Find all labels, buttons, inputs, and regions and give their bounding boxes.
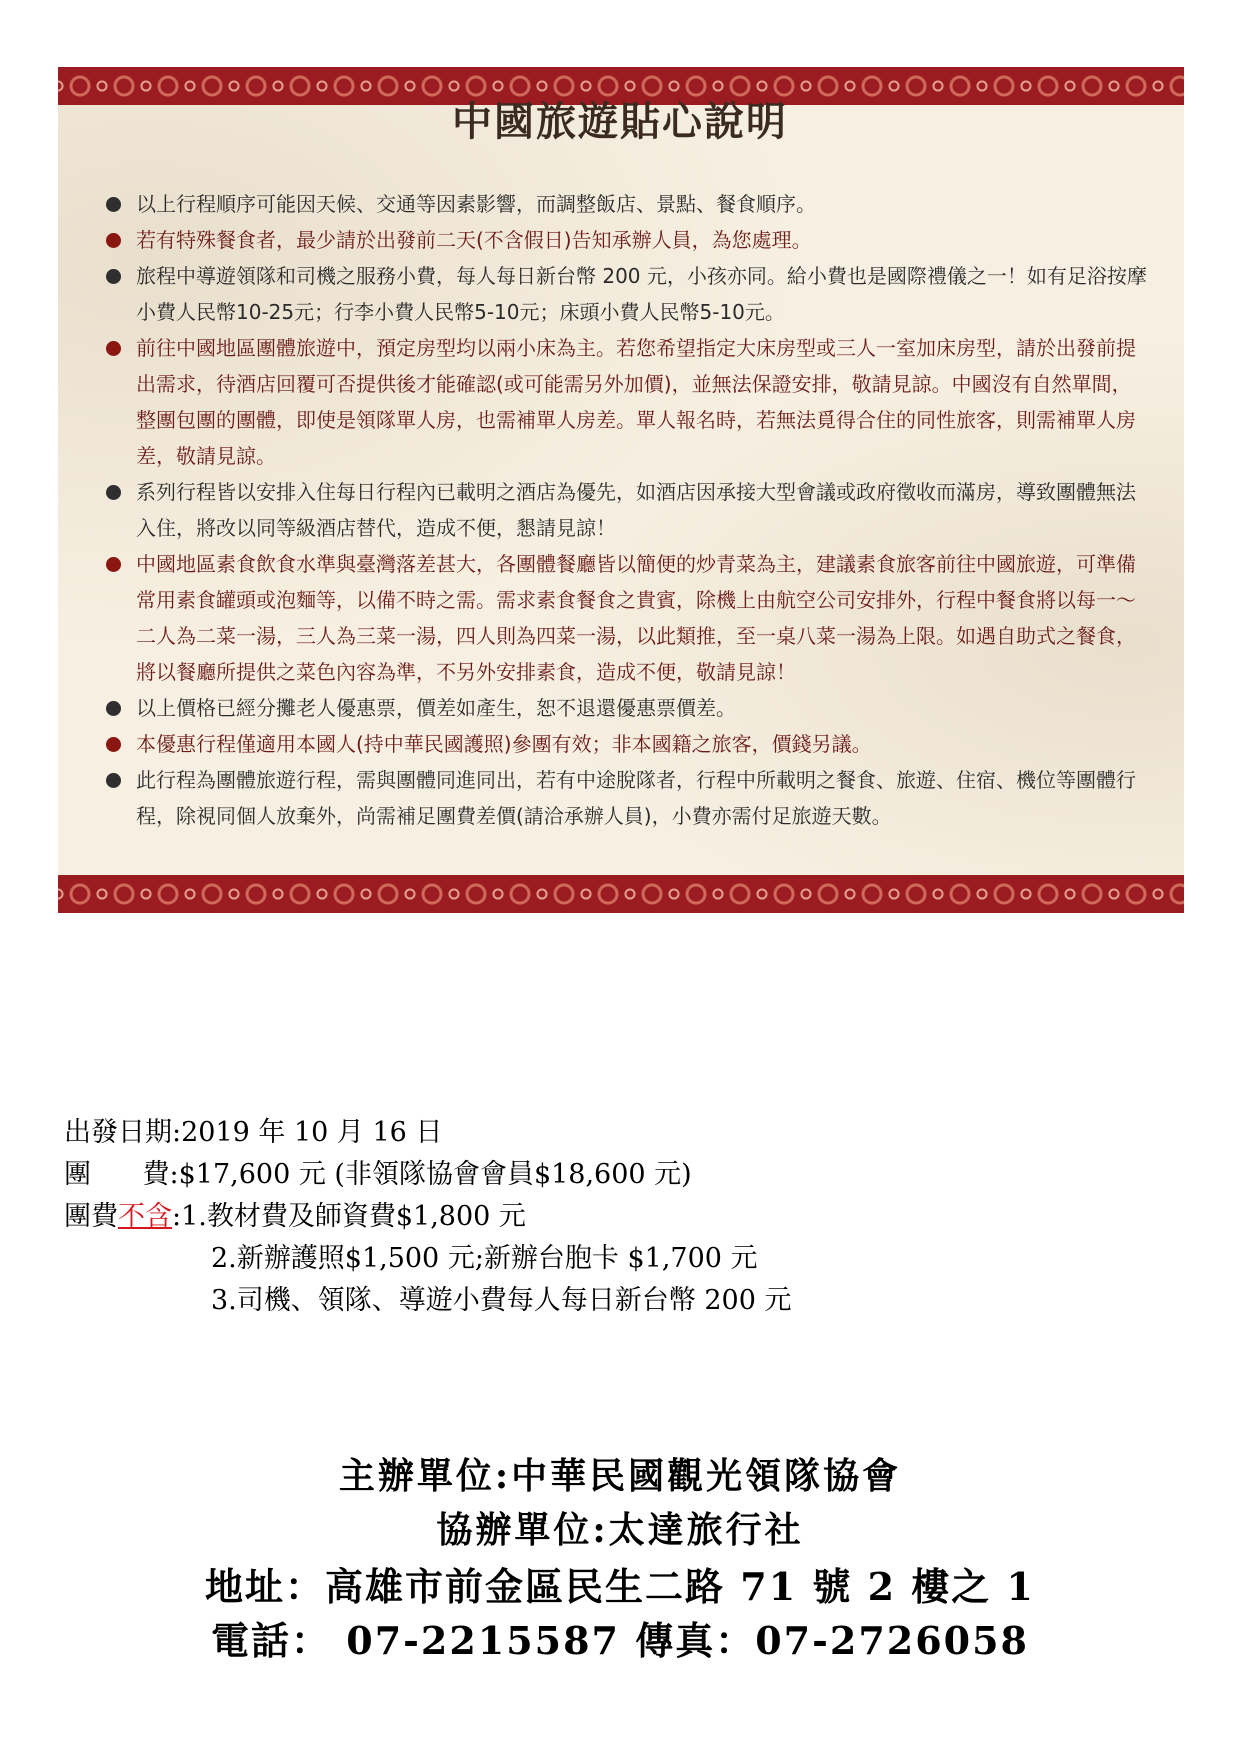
exclude-item-2: 2.新辦護照$1,500 元;新辦台胞卡 $1,700 元 — [211, 1243, 758, 1274]
fee-value: $17,600 元 (非領隊協會會員$18,600 元) — [178, 1159, 692, 1190]
address: 地址：高雄市前金區民生二路 71 號 2 樓之 1 — [205, 1564, 1035, 1609]
bullet-icon — [106, 737, 121, 752]
bullet-icon — [106, 773, 121, 788]
co-organizer: 協辦單位:太達旅行社 — [436, 1509, 804, 1551]
exclude-label-suffix: : — [172, 1201, 182, 1232]
notice-item — [100, 726, 1150, 762]
notice-item-text: 系列行程皆以安排入住每日行程內已載明之酒店為優先，如酒店因承接大型會議或政府徵收而滿房，導致團體無法入住，將改以同等級酒店替代，造成不便，懇請見諒！ — [136, 480, 1136, 540]
bullet-icon — [106, 557, 121, 572]
notice-item — [100, 186, 1150, 222]
fee-label: 團 費: — [64, 1159, 179, 1190]
notice-item — [100, 258, 1150, 330]
bullet-icon — [106, 197, 121, 212]
notice-item-text: 中國地區素食飲食水準與臺灣落差甚大，各團體餐廳皆以簡便的炒青菜為主，建議素食旅客前往中國旅遊，可準備常用素食罐頭或泡麵等，以備不時之需。需求素食餐食之貴賓，除機上由航空公司安排外，行程中餐食將以每一～二人為二菜一湯，三人為三菜一湯，四人則為四菜一湯，以此類推，至一桌八菜一湯為上限。如遇自助式之餐食，將以餐廳所提供之菜色內容為準，不另外安排素食，造成不便，敬請見諒！ — [136, 552, 1136, 684]
notice-item — [100, 762, 1150, 834]
notice-item-text: 本優惠行程僅適用本國人(持中華民國護照)參團有效；非本國籍之旅客，價錢另議。 — [136, 732, 872, 756]
notice-item-text: 此行程為團體旅遊行程，需與團體同進同出，若有中途脫隊者，行程中所載明之餐食、旅遊、住宿、機位等團體行程，除視同個人放棄外，尚需補足團費差價(請洽承辦人員)，小費亦需付足旅遊天數。 — [136, 768, 1136, 828]
organizer: 主辦單位:中華民國觀光領隊協會 — [338, 1455, 902, 1497]
notice-item — [100, 474, 1150, 546]
notice-item-text: 以上行程順序可能因天候、交通等因素影響，而調整飯店、景點、餐食順序。 — [136, 192, 816, 216]
notice-item — [100, 222, 1150, 258]
notice-item-text: 前往中國地區團體旅遊中，預定房型均以兩小床為主。若您希望指定大床房型或三人一室加床房型，請於出發前提出需求，待酒店回覆可否提供後才能確認(或可能需另外加價)，並無法保證安排，敬請見諒。中國沒有自然單間，整團包團的團體，即使是領隊單人房，也需補單人房差。單人報名時，若無法覓得合住的同性旅客，則需補單人房差，敬請見諒。 — [136, 336, 1136, 468]
departure-row — [64, 1112, 791, 1154]
bullet-icon — [106, 341, 121, 356]
departure-value: 2019 年 10 月 16 日 — [181, 1117, 443, 1148]
departure-label: 出發日期: — [64, 1117, 182, 1148]
exclude-label-prefix: 團費 — [64, 1201, 118, 1232]
exclude-label-highlight: 不含 — [118, 1201, 172, 1232]
notice-item-text: 若有特殊餐食者，最少請於出發前二天(不含假日)告知承辦人員，為您處理。 — [136, 228, 812, 252]
exclude-row — [64, 1196, 791, 1238]
notice-item — [100, 330, 1150, 474]
notice-item-text: 旅程中導遊領隊和司機之服務小費，每人每日新台幣 200 元，小孩亦同。給小費也是國際禮儀之一！如有足浴按摩小費人民幣10-25元；行李小費人民幣5-10元；床頭小費人民幣5-10元。 — [136, 264, 1147, 324]
notice-list — [100, 186, 1150, 834]
bullet-icon — [106, 233, 121, 248]
notice-item — [100, 690, 1150, 726]
bullet-icon — [106, 269, 121, 284]
fee-row — [64, 1154, 791, 1196]
trip-info — [64, 1112, 791, 1322]
contact-info: 電話： 07-2215587 傳真：07-2726058 — [211, 1618, 1029, 1663]
notice-item-text: 以上價格已經分攤老人優惠票，價差如產生，恕不退還優惠票價差。 — [136, 696, 736, 720]
bullet-icon — [106, 701, 121, 716]
exclude-item-3: 3.司機、領隊、導遊小費每人每日新台幣 200 元 — [211, 1285, 792, 1316]
decorative-border-bottom — [58, 875, 1184, 913]
bullet-icon — [106, 485, 121, 500]
notice-item — [100, 546, 1150, 690]
exclude-item-1: 1.教材費及師資費$1,800 元 — [181, 1201, 526, 1232]
notice-title: 中國旅遊貼心說明 — [452, 98, 788, 145]
